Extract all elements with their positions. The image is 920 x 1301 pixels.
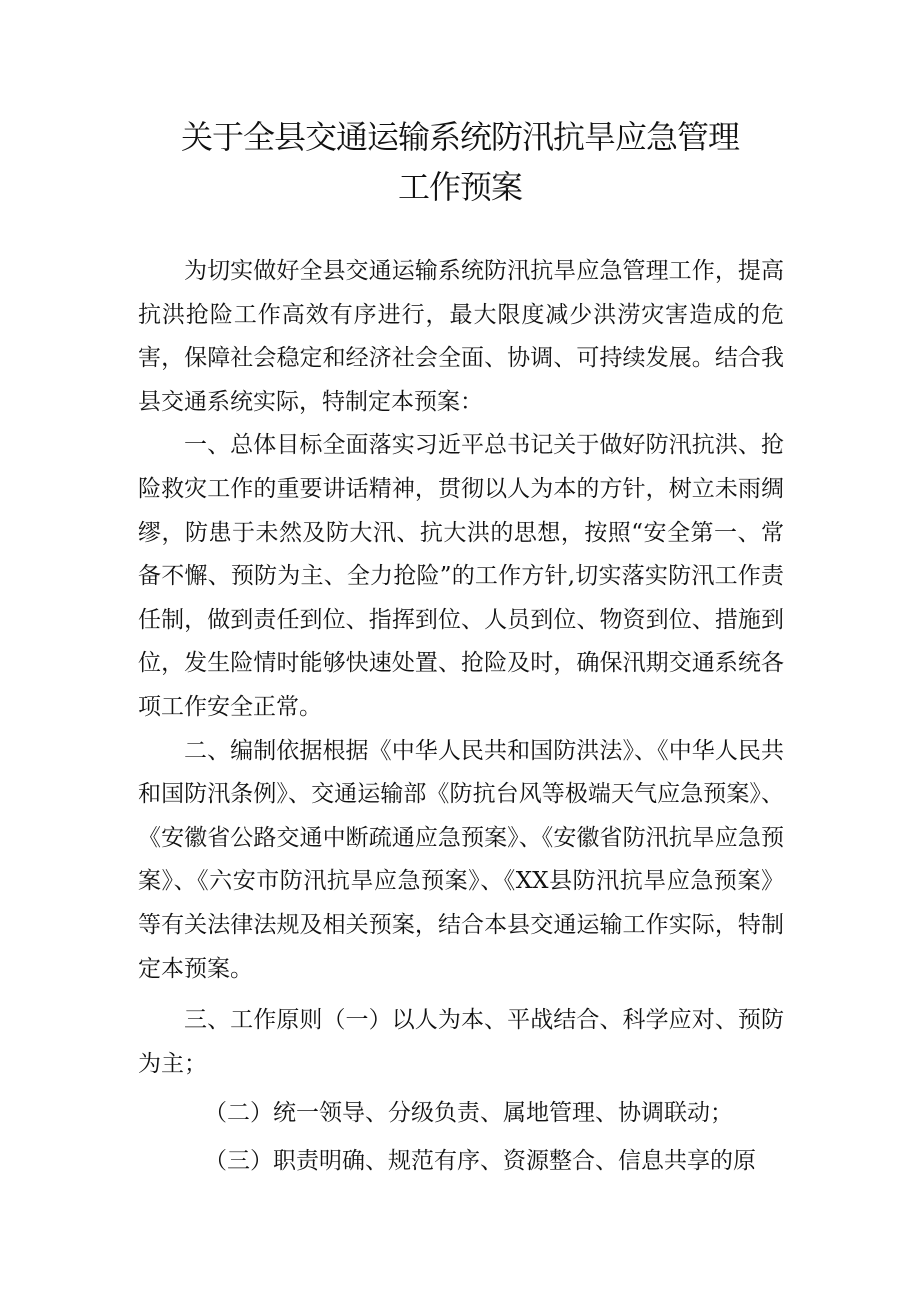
paragraph-basis: 二、编制依据根据《中华人民共和国防洪法》、《中华人民共和国防汛条例》、交通运输部《防抗台风等极端天气应急预案》、《安徽省公路交通中断疏通应急预案》、《安徽省防汛抗旱应急预案》、《六安市防汛抗旱应急预案》、《XX县防汛抗旱应急预案》等有关法律法规及相关预案，结合本县交通运输工作实际，特制定本预案。 <box>138 737 784 982</box>
document-body <box>138 250 784 1183</box>
document-title-line-2: 工作预案 <box>397 168 522 206</box>
document-title-line-1: 关于全县交通运输系统防汛抗旱应急管理 <box>180 118 739 156</box>
paragraph-intro: 为切实做好全县交通运输系统防汛抗旱应急管理工作，提高抗洪抢险工作高效有序进行，最大限度减少洪涝灾害造成的危害，保障社会稳定和经济社会全面、协调、可持续发展。结合我县交通系统实际，特制定本预案： <box>138 258 784 415</box>
paragraph-overall-goal: 一、总体目标全面落实习近平总书记关于做好防汛抗洪、抢险救灾工作的重要讲话精神，贯彻以人为本的方针，树立未雨绸缪，防患于未然及防大汛、抗大洪的思想，按照“安全第一、常备不懈、预防为主、全力抢险”的工作方针,切实落实防汛工作责任制，做到责任到位、指挥到位、人员到位、物资到位、措施到位，发生险情时能够快速处置、抢险及时，确保汛期交通系统各项工作安全正常。 <box>138 432 784 720</box>
paragraph-principle-2: （二）统一领导、分级负责、属地管理、协调联动； <box>204 1100 733 1127</box>
paragraph-principles: 三、工作原则（一）以人为本、平战结合、科学应对、预防为主； <box>138 1007 784 1077</box>
paragraph-principle-3: （三）职责明确、规范有序、资源整合、信息共享的原 <box>204 1147 756 1174</box>
